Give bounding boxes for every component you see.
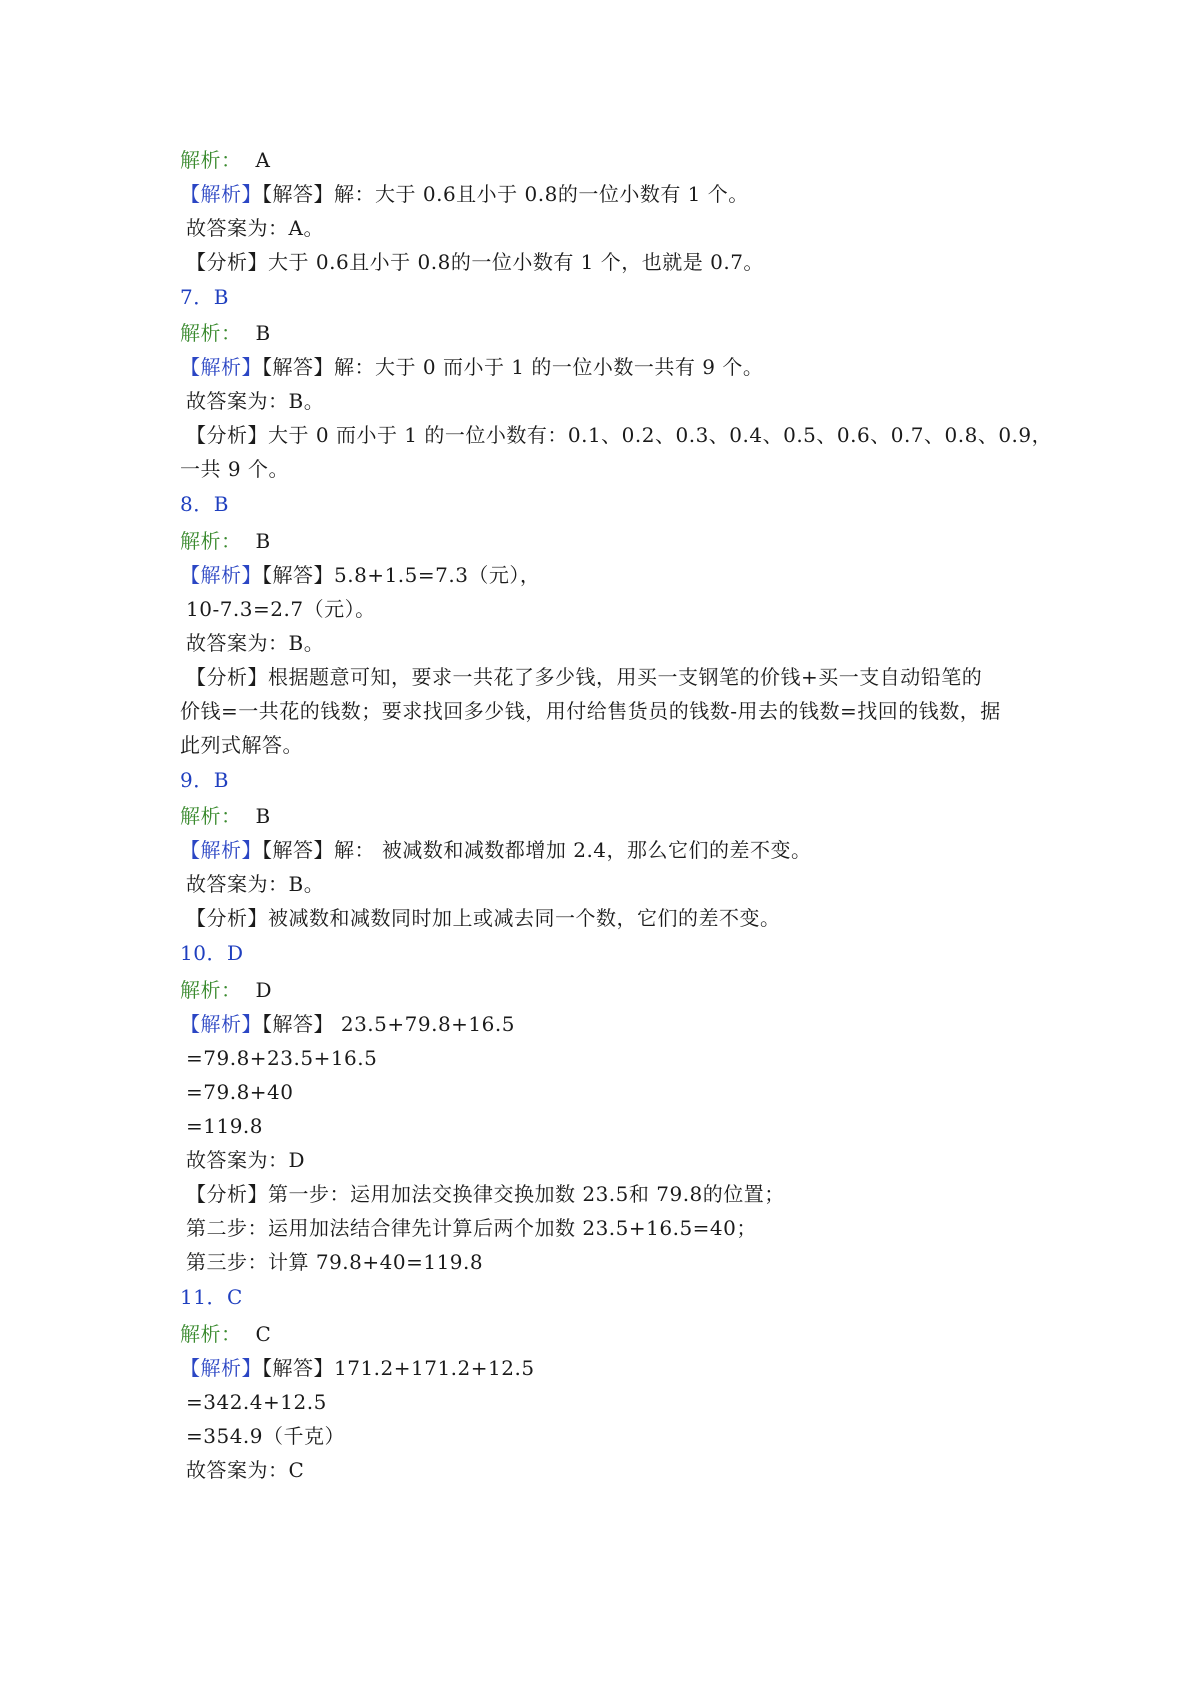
question-number-line bbox=[180, 490, 229, 518]
jiexi-line bbox=[180, 527, 271, 555]
solution-line bbox=[180, 1354, 535, 1382]
solution-line bbox=[180, 561, 540, 589]
question-answer: B bbox=[213, 285, 229, 309]
answer-line: 故答案为：B。 bbox=[186, 389, 325, 413]
solution-text: 【解答】 23.5+79.8+16.5 bbox=[262, 1012, 515, 1036]
solution-line bbox=[180, 353, 763, 381]
question-number-line bbox=[180, 939, 244, 967]
solution-text: 【解答】解：大于 0.6且小于 0.8的一位小数有 1 个。 bbox=[262, 182, 749, 206]
question-answer: D bbox=[226, 941, 244, 965]
jiexi-answer: D bbox=[255, 978, 273, 1002]
solution-text: 【解答】171.2+171.2+12.5 bbox=[262, 1356, 535, 1380]
analysis-line: 【分析】根据题意可知，要求一共花了多少钱，用买一支钢笔的价钱+买一支自动铅笔的 bbox=[186, 665, 983, 689]
analysis-line: 【分析】大于 0.6且小于 0.8的一位小数有 1 个，也就是 0.7。 bbox=[186, 250, 764, 274]
calc-line: =354.9（千克） bbox=[186, 1424, 346, 1448]
calc-line: =79.8+40 bbox=[186, 1080, 294, 1104]
jiexi-label: 解析： bbox=[180, 978, 242, 1002]
question-number: 8． bbox=[180, 492, 214, 516]
question-number: 7． bbox=[180, 285, 214, 309]
question-number-line bbox=[180, 766, 229, 794]
question-number: 9． bbox=[180, 768, 214, 792]
analysis-line: 【分析】大于 0 而小于 1 的一位小数有：0.1、0.2、0.3、0.4、0.5、0.6、0.7、0.8、0.9， bbox=[186, 423, 1053, 447]
jiexi-answer: A bbox=[255, 148, 271, 172]
answer-line: 故答案为：B。 bbox=[186, 872, 325, 896]
answer-line: 故答案为：C bbox=[186, 1458, 305, 1482]
text-line: 此列式解答。 bbox=[180, 733, 303, 757]
answer-line: 故答案为：D bbox=[186, 1148, 306, 1172]
solution-tag: 【解析】 bbox=[180, 1012, 262, 1036]
jiexi-answer: C bbox=[255, 1322, 272, 1346]
jiexi-label: 解析： bbox=[180, 529, 242, 553]
jiexi-label: 解析： bbox=[180, 148, 242, 172]
jiexi-line bbox=[180, 1320, 271, 1348]
calc-line: 10-7.3=2.7（元）。 bbox=[186, 597, 376, 621]
jiexi-label: 解析： bbox=[180, 321, 242, 345]
analysis-line: 第二步：运用加法结合律先计算后两个加数 23.5+16.5=40； bbox=[186, 1216, 757, 1240]
solution-text: 【解答】解：大于 0 而小于 1 的一位小数一共有 9 个。 bbox=[262, 355, 764, 379]
solution-tag: 【解析】 bbox=[180, 182, 262, 206]
question-answer: B bbox=[213, 768, 229, 792]
question-number-line bbox=[180, 283, 229, 311]
solution-tag: 【解析】 bbox=[180, 1356, 262, 1380]
text-line: 价钱=一共花的钱数；要求找回多少钱，用付给售货员的钱数-用去的钱数=找回的钱数，据 bbox=[180, 699, 1001, 723]
solution-line bbox=[180, 180, 749, 208]
answer-line: 故答案为：A。 bbox=[186, 216, 324, 240]
calc-line: =79.8+23.5+16.5 bbox=[186, 1046, 378, 1070]
text-line: 一共 9 个。 bbox=[180, 457, 289, 481]
solution-tag: 【解析】 bbox=[180, 355, 262, 379]
jiexi-line bbox=[180, 319, 271, 347]
question-number: 10． bbox=[180, 941, 227, 965]
question-answer: B bbox=[213, 492, 229, 516]
solution-line bbox=[180, 1010, 515, 1038]
analysis-line: 第三步：计算 79.8+40=119.8 bbox=[186, 1250, 484, 1274]
analysis-line: 【分析】被减数和减数同时加上或减去同一个数，它们的差不变。 bbox=[186, 906, 781, 930]
jiexi-line bbox=[180, 802, 271, 830]
calc-line: =119.8 bbox=[186, 1114, 264, 1138]
jiexi-line bbox=[180, 976, 272, 1004]
question-answer: C bbox=[226, 1285, 243, 1309]
jiexi-answer: B bbox=[255, 529, 271, 553]
solution-tag: 【解析】 bbox=[180, 838, 262, 862]
jiexi-answer: B bbox=[255, 321, 271, 345]
solution-tag: 【解析】 bbox=[180, 563, 262, 587]
jiexi-label: 解析： bbox=[180, 1322, 242, 1346]
calc-line: =342.4+12.5 bbox=[186, 1390, 327, 1414]
solution-text: 【解答】解： 被减数和减数都增加 2.4，那么它们的差不变。 bbox=[262, 838, 812, 862]
jiexi-line bbox=[180, 146, 270, 174]
question-number: 11． bbox=[180, 1285, 227, 1309]
answer-line: 故答案为：B。 bbox=[186, 631, 325, 655]
jiexi-label: 解析： bbox=[180, 804, 242, 828]
question-number-line bbox=[180, 1283, 243, 1311]
solution-text: 【解答】5.8+1.5=7.3（元）， bbox=[262, 563, 541, 587]
solution-line bbox=[180, 836, 812, 864]
jiexi-answer: B bbox=[255, 804, 271, 828]
analysis-line: 【分析】第一步：运用加法交换律交换加数 23.5和 79.8的位置； bbox=[186, 1182, 785, 1206]
